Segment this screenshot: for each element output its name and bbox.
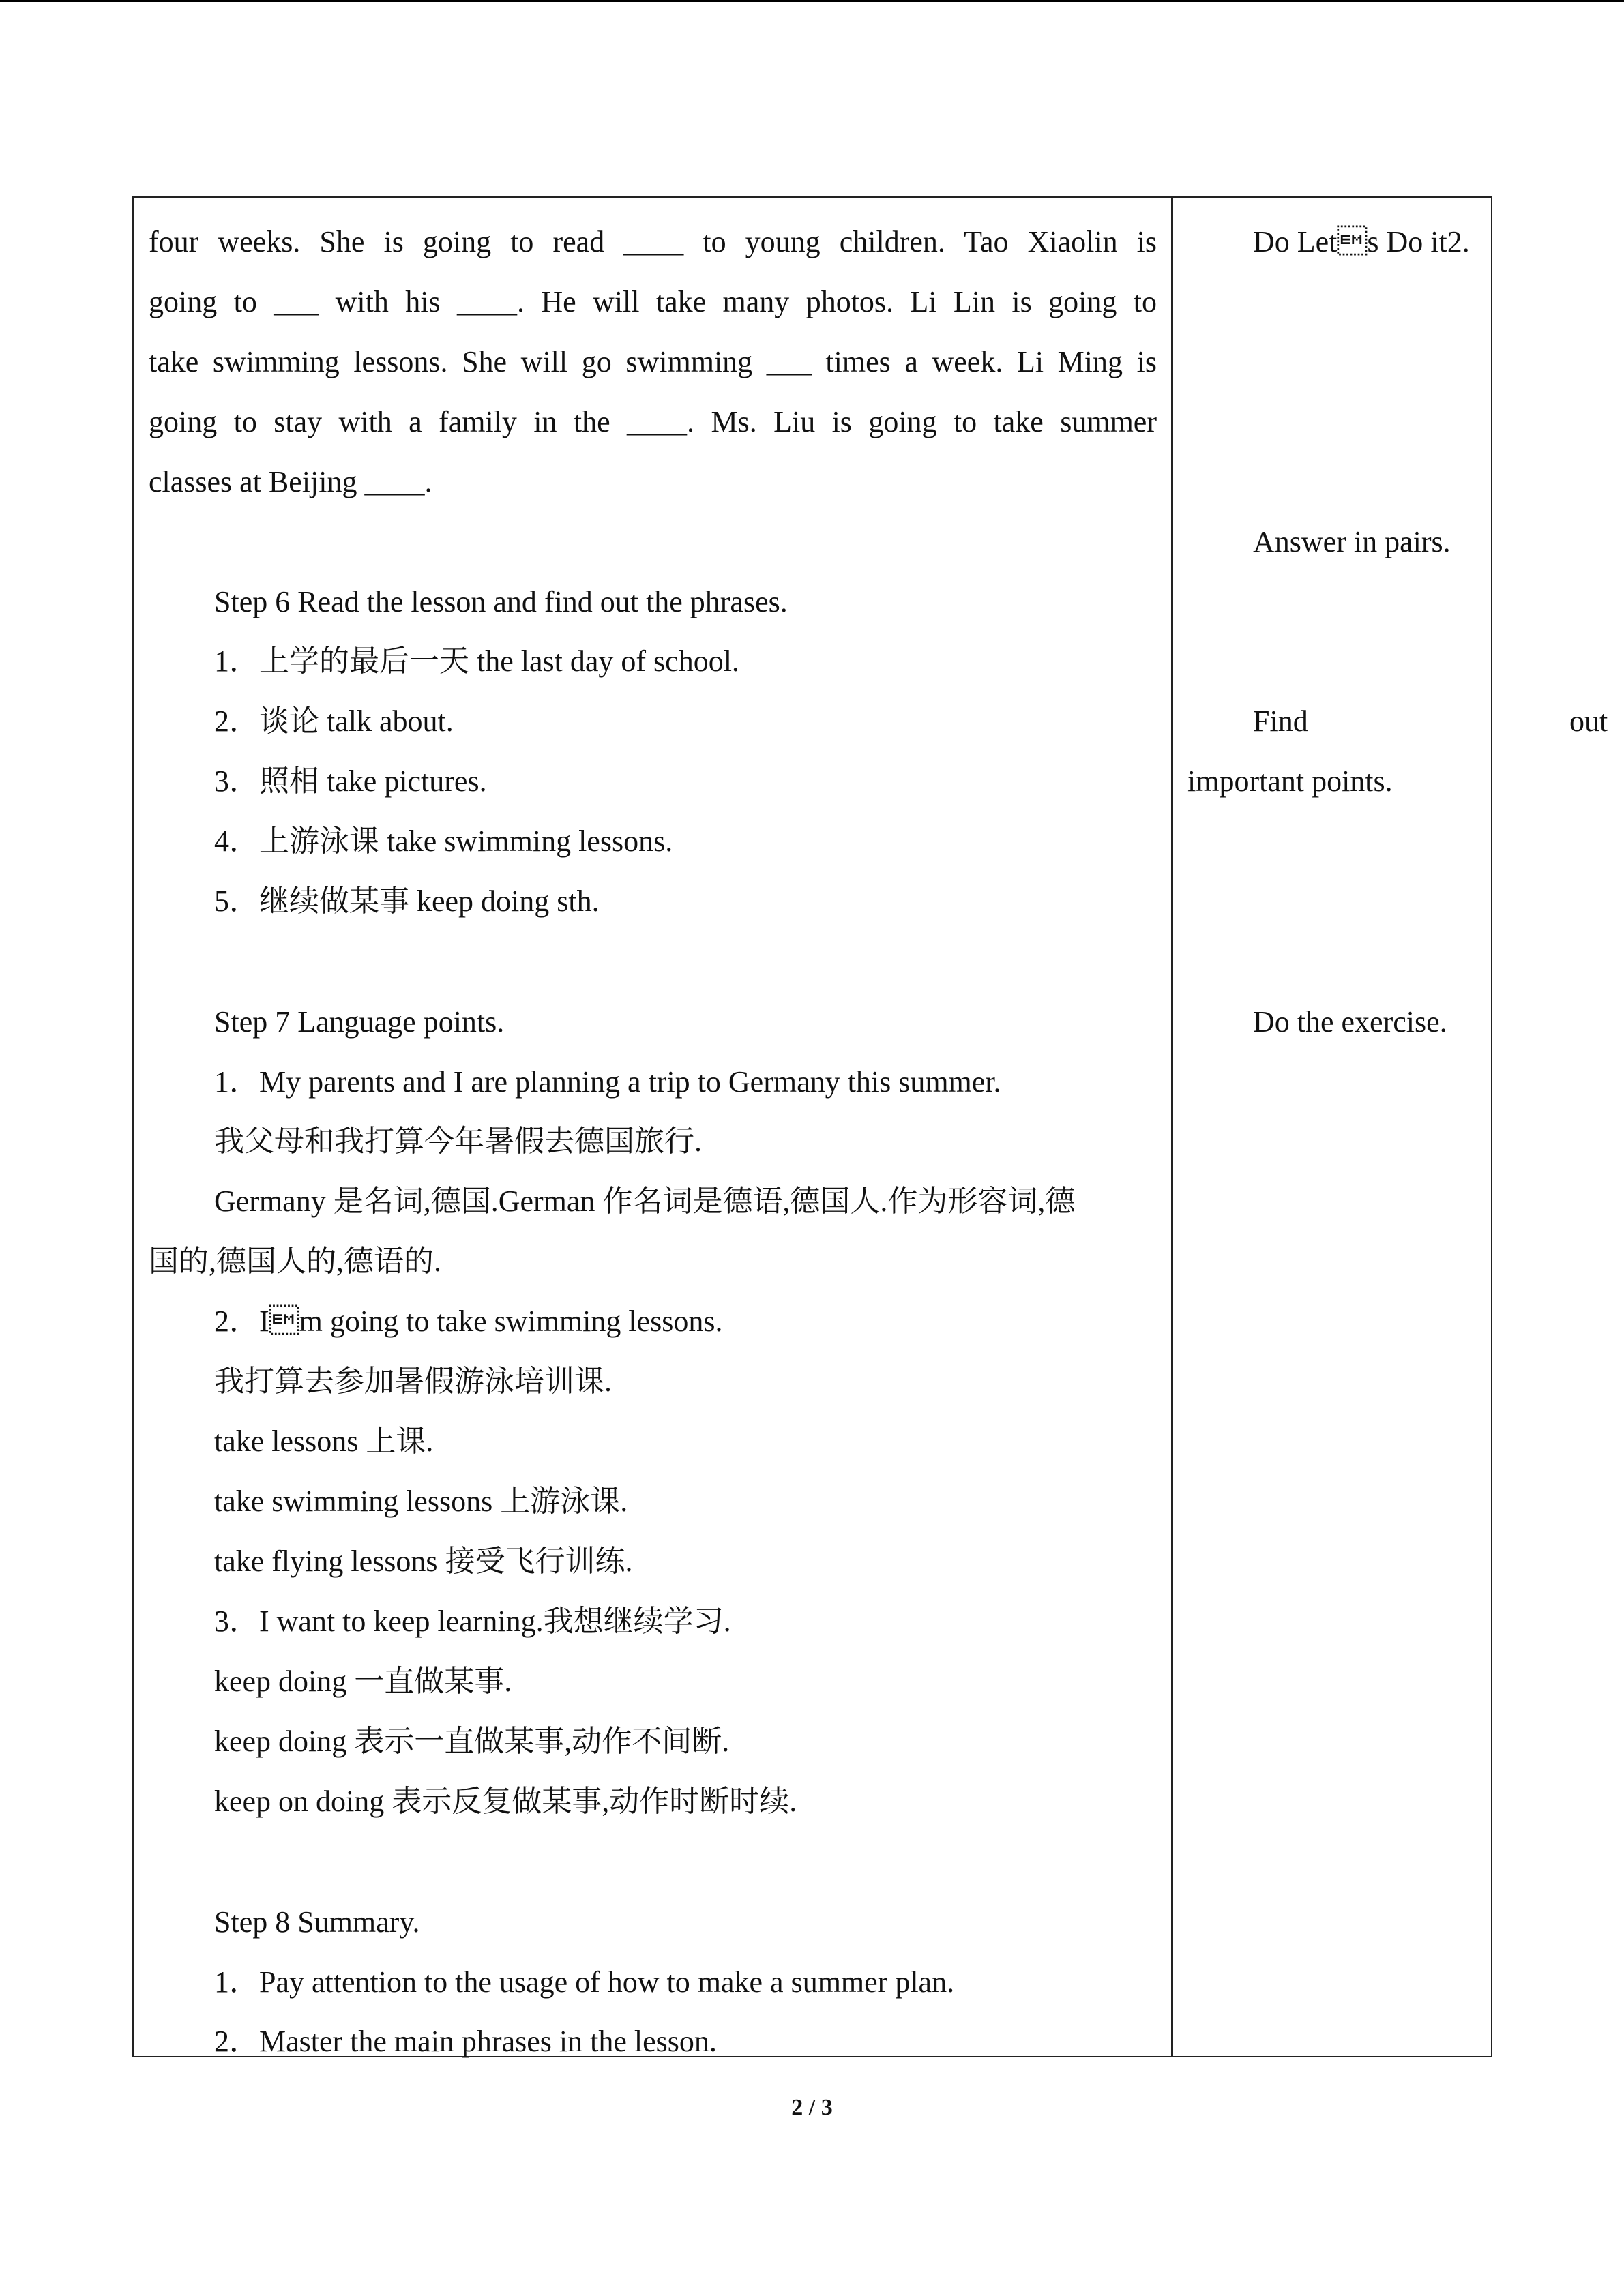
step7-title: Step 7 Language points. bbox=[214, 1005, 505, 1039]
step8-title: Step 8 Summary. bbox=[214, 1905, 420, 1939]
side-do-the-exercise: Do the exercise. bbox=[1253, 1005, 1447, 1039]
paragraph-line-4: going to stay with a family in the ____. Ms. Liu is going to take summer bbox=[149, 405, 1157, 438]
step8-item-2: 2．Master the main phrases in the lesson. bbox=[214, 2025, 717, 2058]
side-find: Find bbox=[1253, 704, 1308, 738]
paragraph-line-1: four weeks. She is going to read ____ to young children. Tao Xiaolin is bbox=[149, 225, 1157, 258]
paragraph-line-2: going to ___ with his ____. He will take many photos. Li Lin is going to bbox=[149, 285, 1157, 318]
side-answer-in-pairs: Answer in pairs. bbox=[1253, 525, 1451, 558]
side-important-points: important points. bbox=[1187, 764, 1393, 798]
side-do-lets-do-it: Do Lets Do it2. bbox=[1253, 225, 1470, 258]
lesson-plan-table bbox=[132, 196, 1608, 2058]
step7-line-8: take flying lessons 接受飞行训练. bbox=[214, 1545, 633, 1578]
step7-line-3a: Germany 是名词,德国.German 作名词是德语,德国人.作为形容词,德 bbox=[214, 1184, 1076, 1218]
step7-line-7: take swimming lessons 上游泳课. bbox=[214, 1485, 628, 1518]
step7-line-6: take lessons 上课. bbox=[214, 1425, 434, 1458]
step7-line-10: keep doing 一直做某事. bbox=[214, 1665, 512, 1698]
page-number: 2 / 3 bbox=[791, 2095, 833, 2120]
step7-line-2: 我父母和我打算今年暑假去德国旅行. bbox=[214, 1124, 702, 1158]
step8-item-1: 1．Pay attention to the usage of how to make a summer plan. bbox=[214, 1965, 955, 1999]
step7-line-4: 2．Im going to take swimming lessons. bbox=[214, 1304, 723, 1338]
paragraph-line-5: classes at Beijing ____. bbox=[149, 465, 432, 498]
column-divider bbox=[1171, 198, 1173, 2056]
step7-line-9: 3．I want to keep learning.我想继续学习. bbox=[214, 1605, 731, 1638]
step7-line-12: keep on doing 表示反复做某事,动作时断时续. bbox=[214, 1785, 797, 1818]
step7-line-11: keep doing 表示一直做某事,动作不间断. bbox=[214, 1725, 730, 1758]
step6-title: Step 6 Read the lesson and find out the phrases. bbox=[214, 585, 788, 618]
step6-item-2: 2．谈论 talk about. bbox=[214, 704, 454, 738]
step6-item-3: 3．照相 take pictures. bbox=[214, 764, 487, 798]
step7-line-3b: 国的,德国人的,德语的. bbox=[149, 1244, 441, 1278]
step7-line-1: 1．My parents and I are planning a trip to Germany this summer. bbox=[214, 1065, 1001, 1099]
side-out: out bbox=[1569, 704, 1608, 738]
top-border bbox=[0, 0, 1624, 2]
step7-line-5: 我打算去参加暑假游泳培训课. bbox=[214, 1365, 612, 1398]
paragraph-line-3: take swimming lessons. She will go swimming ___ times a week. Li Ming is bbox=[149, 345, 1157, 378]
step6-item-5: 5．继续做某事 keep doing sth. bbox=[214, 884, 600, 918]
step6-item-1: 1．上学的最后一天 the last day of school. bbox=[214, 644, 739, 678]
step6-item-4: 4．上游泳课 take swimming lessons. bbox=[214, 824, 673, 858]
